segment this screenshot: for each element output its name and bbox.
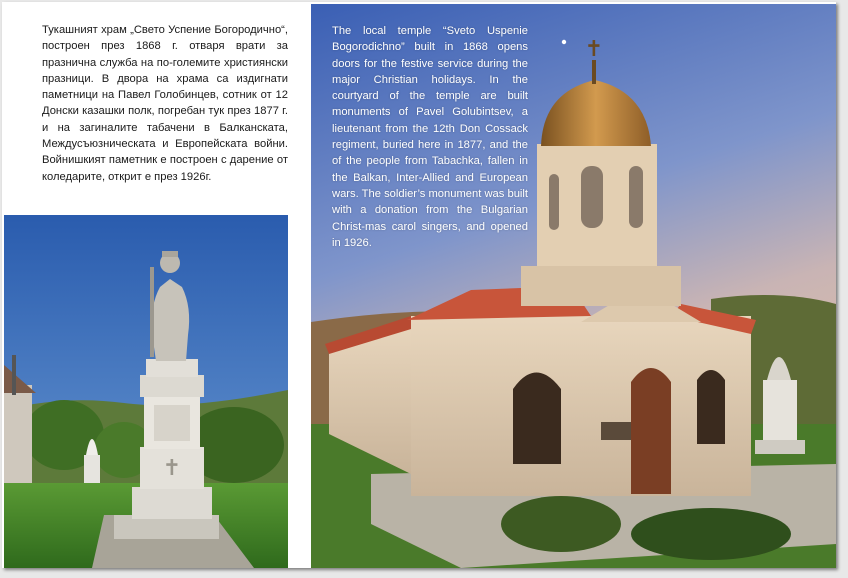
moon (562, 40, 566, 44)
monument-base (132, 487, 212, 519)
monument-plaque (154, 405, 190, 441)
statue-cap (162, 251, 178, 257)
church-door (631, 368, 671, 494)
shrub (501, 496, 621, 552)
bulgarian-text: Тукашният храм „Свето Успение Богородично“, построен през 1868 г. отваря врати за празнична служба на по-големите християнски празници. В двора на храма са издигнати паметници на Павел Голобинцев, сотник от 12 Донски казашки полк, погребан тук през 1877 г. и на загиналите табачени в Балканската, Междусъюзническата и Европейската войни. Войнишкият паметник е построен с дарение от коледарите, открит е през 1926г. (42, 24, 288, 183)
tower-window (581, 166, 603, 228)
arched-window (697, 370, 725, 444)
dome-spire (592, 60, 596, 84)
monument-illustration (4, 215, 288, 568)
monument-pillar (763, 380, 797, 442)
tower-window (629, 166, 643, 228)
monument-cap (140, 375, 204, 397)
english-text: The local temple “Sveto Uspenie Bogorodichno” built in 1868 opens doors for the festive service during the major Christian holidays. In the courtyard of the temple are built monuments of Pavel Golubintsev, a lieutenant from the 12th Don Cossack regiment, buried here in 1877, and the of the people from Tabachka, fallen in the Balkan, Inter-Allied and European wars. The soldier’s monument was built with a donation from the Bulgarian Christ-mas carol singers, and opened in 1926. (332, 25, 528, 249)
tower-window (549, 174, 559, 230)
monument-photo (4, 215, 288, 568)
cross-icon: ✝ (162, 456, 182, 481)
chimney (12, 355, 16, 395)
monument-step (755, 440, 805, 454)
building-wall (4, 385, 32, 495)
statue-rifle (150, 267, 154, 357)
notice-board (601, 422, 631, 440)
statue-pedestal (146, 359, 198, 377)
church-photo (311, 4, 836, 568)
shrub (631, 508, 791, 560)
cross-icon: ✝ (584, 37, 604, 62)
document-page (2, 2, 836, 568)
tower-base (521, 266, 681, 306)
arched-window (513, 373, 561, 465)
